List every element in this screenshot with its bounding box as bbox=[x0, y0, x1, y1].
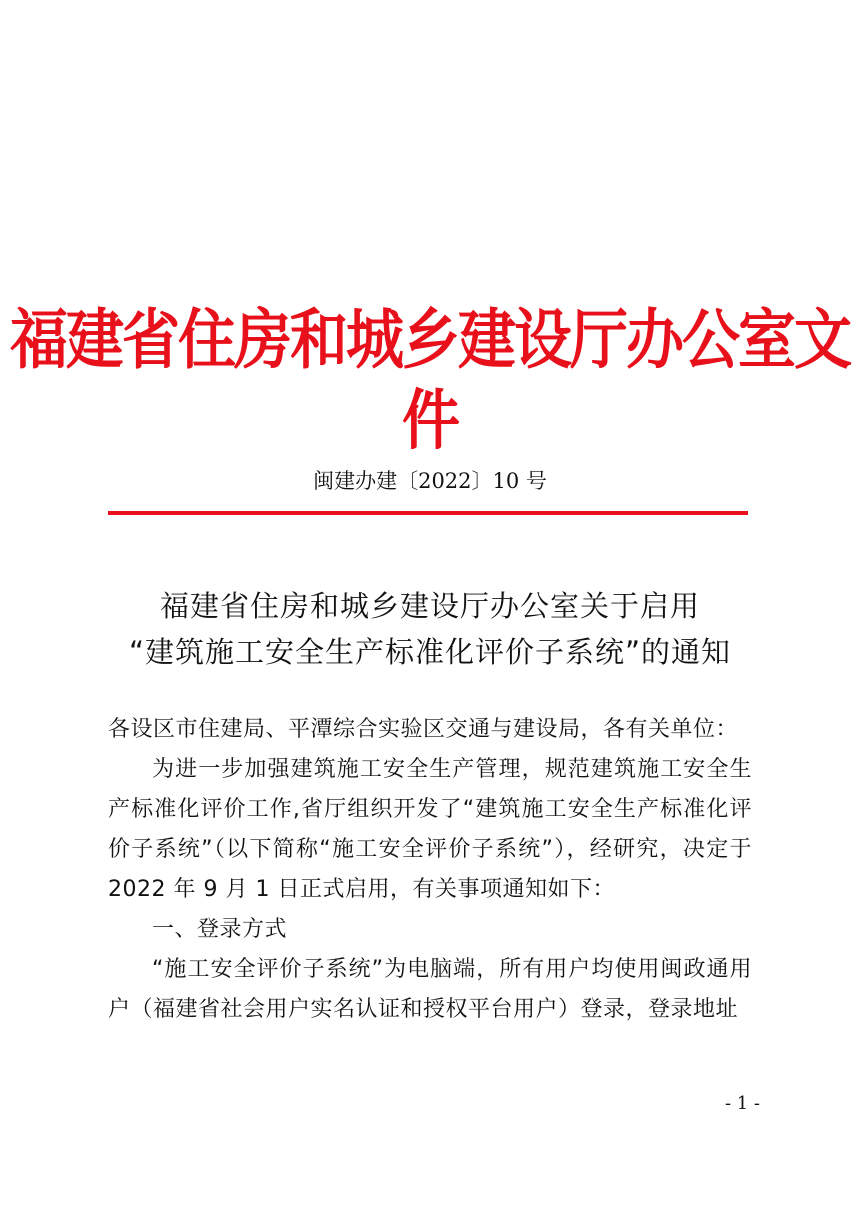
red-divider-rule bbox=[108, 511, 748, 515]
notice-body bbox=[108, 710, 752, 1030]
page-number: - 1 - bbox=[724, 1093, 760, 1114]
notice-title-line-2: “建筑施工安全生产标准化评价子系统”的通知 bbox=[128, 635, 732, 669]
notice-title-line-1: 福建省住房和城乡建设厅办公室关于启用 bbox=[159, 589, 700, 623]
notice-title bbox=[0, 583, 860, 675]
addressee: 各设区市住建局、平潭综合实验区交通与建设局，各有关单位： bbox=[108, 717, 739, 742]
issuer-title: 福建省住房和城乡建设厅办公室文件 bbox=[9, 301, 850, 459]
document-number: 闽建办建〔2022〕10 号 bbox=[313, 469, 547, 493]
login-method-paragraph: “施工安全评价子系统”为电脑端，所有用户均使用闽政通用户（福建省社会用户实名认证和授权平台用户）登录，登录地址 bbox=[108, 957, 752, 1022]
section-heading-login-method: 一、登录方式 bbox=[152, 917, 288, 942]
intro-paragraph: 为进一步加强建筑施工安全生产管理，规范建筑施工安全生产标准化评价工作,省厅组织开发了“建筑施工安全生产标准化评价子系统”（以下简称“施工安全评价子系统”），经研究，决定于2022 年 9 月 1 日正式启用，有关事项通知如下： bbox=[108, 757, 752, 902]
